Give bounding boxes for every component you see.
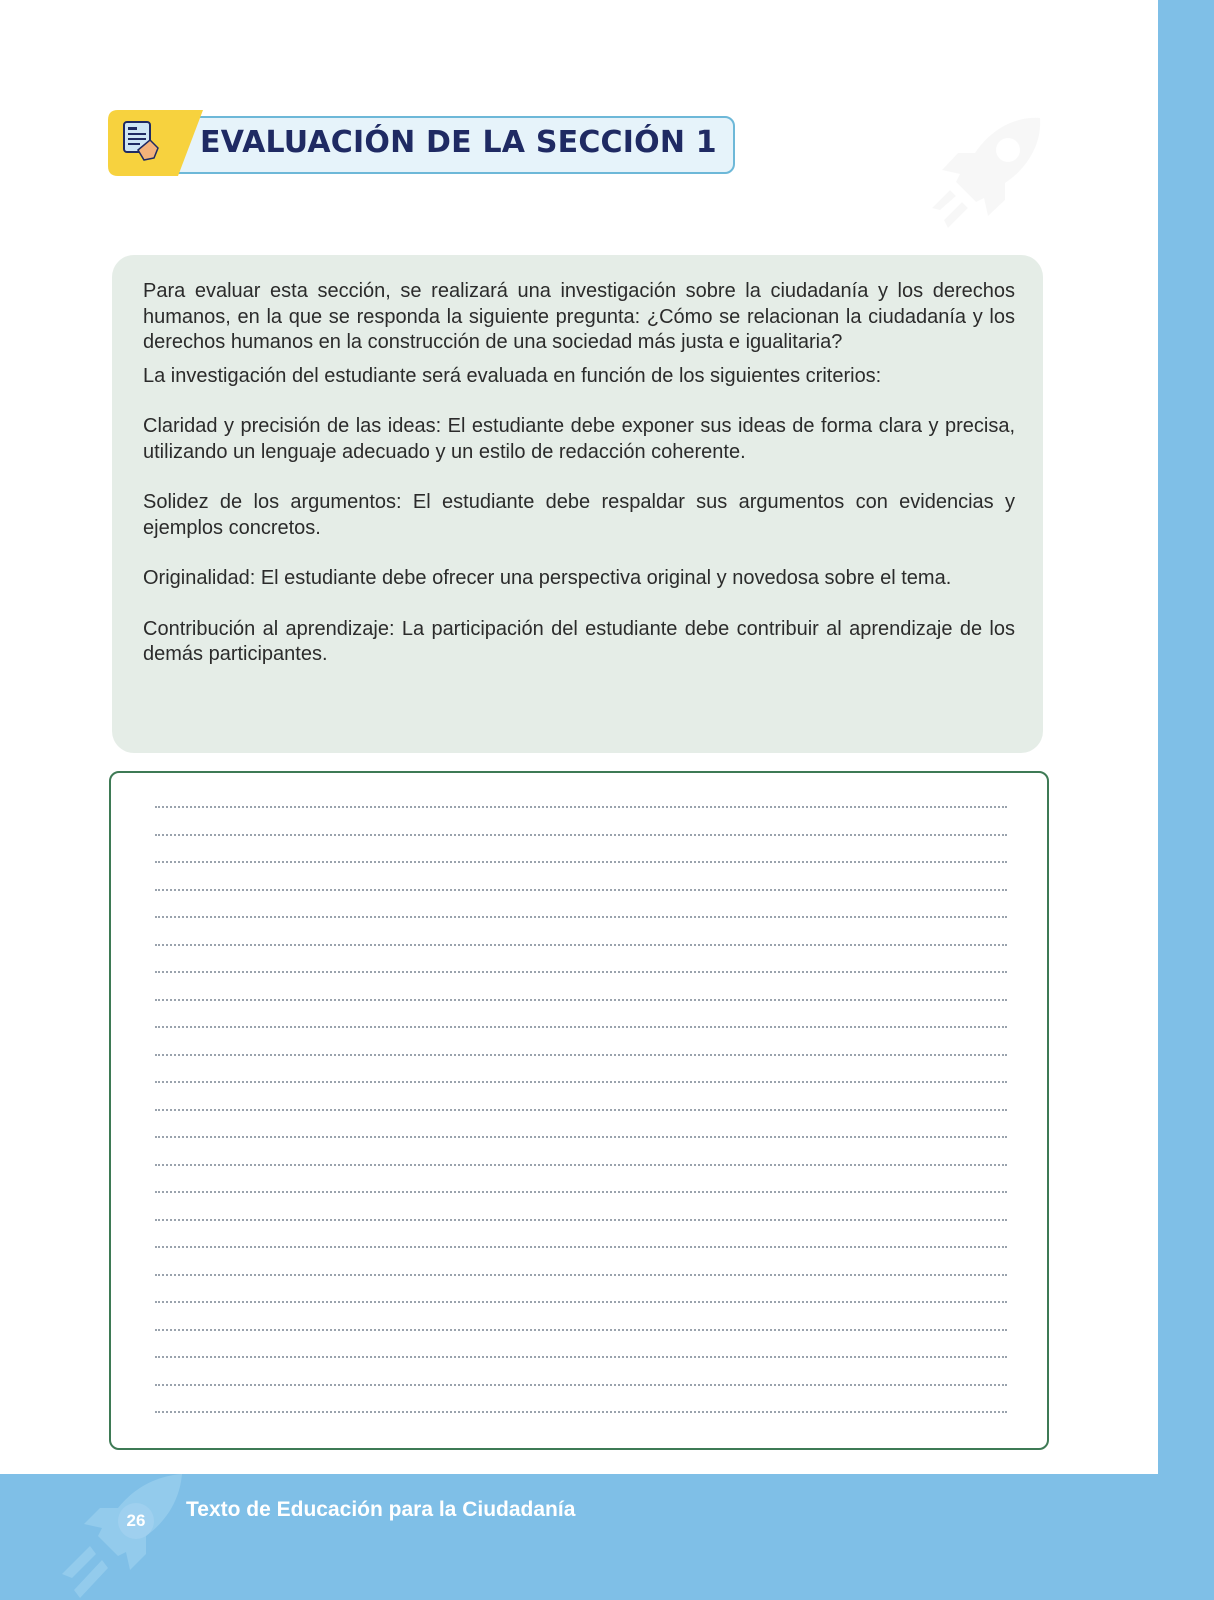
answer-line xyxy=(155,1026,1007,1028)
criterion-originality: Originalidad: El estudiante debe ofrecer una perspectiva original y novedosa sobre el tema. xyxy=(143,567,952,589)
rocket-watermark-icon xyxy=(920,108,1050,238)
answer-line xyxy=(155,1329,1007,1331)
answer-line xyxy=(155,1246,1007,1248)
answer-line xyxy=(155,1191,1007,1193)
answer-line xyxy=(155,944,1007,946)
answer-line xyxy=(155,971,1007,973)
answer-line xyxy=(155,834,1007,836)
answer-line xyxy=(155,889,1007,891)
rocket-icon xyxy=(44,1474,194,1600)
answer-line xyxy=(155,1219,1007,1221)
answer-line xyxy=(155,1301,1007,1303)
intro-paragraph: Para evaluar esta sección, se realizará una investigación sobre la ciudadanía y los derechos humanos, en la que se responda la siguiente pregunta: ¿Cómo se relacionan la ciudadanía y los derechos humanos en la construcción de una sociedad más justa e igualitaria? xyxy=(143,280,1015,353)
answer-line xyxy=(155,806,1007,808)
answer-line xyxy=(155,1136,1007,1138)
tablet-hand-icon xyxy=(108,110,208,176)
instructions-box xyxy=(112,255,1043,753)
criterion-arguments: Solidez de los argumentos: El estudiante debe respaldar sus argumentos con evidencias y ejemplos concretos. xyxy=(143,491,1015,539)
criterion-contribution: Contribución al aprendizaje: La participación del estudiante debe contribuir al aprendizaje de los demás participantes. xyxy=(143,617,1015,665)
answer-writing-box[interactable] xyxy=(109,771,1049,1450)
answer-line xyxy=(155,999,1007,1001)
criteria-lead: La investigación del estudiante será evaluada en función de los siguientes criterios: xyxy=(143,364,882,387)
side-color-strip xyxy=(1158,0,1214,1600)
answer-line xyxy=(155,1081,1007,1083)
criterion-clarity: Claridad y precisión de las ideas: El estudiante debe exponer sus ideas de forma clara y precisa, utilizando un lenguaje adecuado y un estilo de redacción coherente. xyxy=(143,415,1015,463)
answer-line xyxy=(155,1054,1007,1056)
answer-line xyxy=(155,1384,1007,1386)
footer-book-title: Texto de Educación para la Ciudadanía xyxy=(186,1498,576,1521)
answer-line xyxy=(155,861,1007,863)
answer-line xyxy=(155,1274,1007,1276)
section-title: EVALUACIÓN DE LA SECCIÓN 1 xyxy=(200,125,717,160)
answer-line xyxy=(155,1411,1007,1413)
answer-line xyxy=(155,916,1007,918)
answer-line xyxy=(155,1356,1007,1358)
page-footer xyxy=(0,1474,1214,1600)
page-number: 26 xyxy=(118,1503,154,1539)
answer-line xyxy=(155,1109,1007,1111)
answer-line xyxy=(155,1164,1007,1166)
